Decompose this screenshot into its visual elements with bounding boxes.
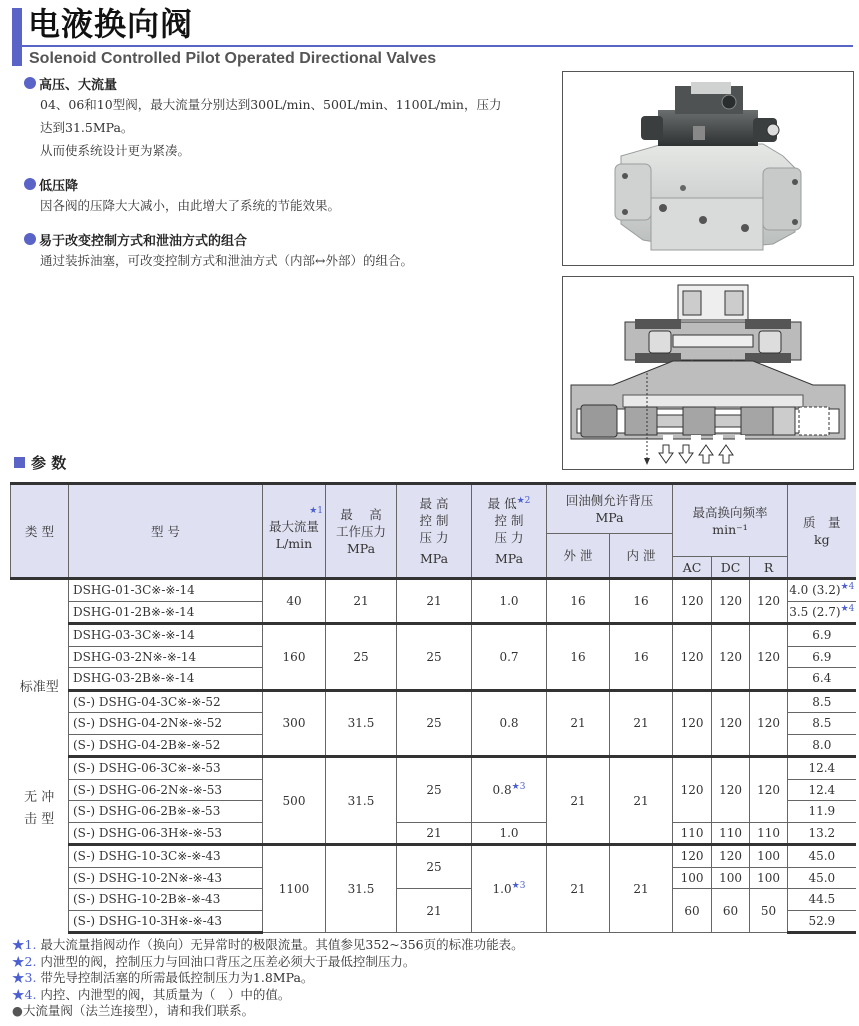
model-cell: DSHG-01-3C※-※-14 <box>69 579 263 602</box>
header-r: R <box>750 557 788 579</box>
model-cell: DSHG-01-2B※-※-14 <box>69 601 263 624</box>
ac-cell: 120 <box>673 845 712 868</box>
footnote-text: 带先导控制活塞的所需最低控制压力为1.8MPa。 <box>36 970 314 985</box>
table-row <box>11 845 856 868</box>
header-max-ctrl-pressure <box>397 484 472 579</box>
mass-cell: 12.4 <box>788 757 856 780</box>
model-cell: (S-) DSHG-10-2N※-※-43 <box>69 867 263 889</box>
header-text: 最 高 <box>419 496 449 511</box>
mass-cell <box>788 601 856 624</box>
min-ctrl-pressure-cell: 0.7 <box>472 624 547 691</box>
model-cell: (S-) DSHG-10-3H※-※-43 <box>69 910 263 933</box>
header-unit: MPa <box>595 510 624 525</box>
bullet-dot-icon <box>24 178 36 190</box>
min-ctrl-pressure-cell: 0.8 <box>472 690 547 757</box>
footnote-2 <box>12 954 524 971</box>
feature-text: 因各阀的压降大大减小，由此增大了系统的节能效果。 <box>40 198 341 213</box>
min-ctrl-pressure-cell <box>472 845 547 933</box>
title-divider <box>22 45 853 47</box>
footnote-star: ★2 <box>516 495 531 506</box>
mass-value: 4.0 (3.2) <box>789 583 841 598</box>
feature-list <box>24 73 554 284</box>
valve-cross-section-diagram <box>562 276 854 470</box>
feature-easy-change <box>24 229 554 272</box>
feature-text: 通过装拆油塞，可改变控制方式和泄油方式（内部↔外部）的组合。 <box>40 253 413 268</box>
header-model: 型 号 <box>69 484 263 579</box>
mass-cell: 8.5 <box>788 690 856 713</box>
footnote-4 <box>12 987 524 1004</box>
mass-cell: 6.9 <box>788 646 856 668</box>
r-cell: 120 <box>750 757 788 823</box>
table-row <box>11 690 856 713</box>
header-mass <box>788 484 856 579</box>
max-work-pressure-cell: 21 <box>326 579 397 624</box>
footnote-text: 内泄型的阀，控制压力与回油口背压之压差必须大于最低控制压力。 <box>36 953 416 969</box>
title-accent-bar <box>12 8 22 66</box>
header-ac: AC <box>673 557 712 579</box>
max-flow-cell: 40 <box>263 579 326 624</box>
header-unit: MPa <box>346 540 376 556</box>
max-ctrl-pressure-cell: 21 <box>397 889 472 933</box>
table-row <box>11 889 856 911</box>
max-ctrl-pressure-cell: 21 <box>397 822 472 845</box>
type-standard: 标准型 <box>11 579 69 757</box>
bullet-dot-icon <box>24 233 36 245</box>
parameter-table <box>10 482 856 934</box>
header-text: 最 高 <box>340 506 382 522</box>
int-drain-cell: 21 <box>610 757 673 845</box>
int-drain-cell: 16 <box>610 624 673 691</box>
r-cell: 100 <box>750 867 788 889</box>
mass-cell: 8.5 <box>788 713 856 735</box>
footnote-5 <box>12 1003 524 1020</box>
cell-value: 0.8 <box>492 782 512 797</box>
header-type: 类 型 <box>11 484 69 579</box>
header-unit: L/min <box>275 536 313 551</box>
int-drain-cell: 16 <box>610 579 673 624</box>
max-work-pressure-cell: 31.5 <box>326 757 397 845</box>
feature-heading: 易于改变控制方式和泄油方式的组合 <box>39 233 248 249</box>
header-unit: min⁻¹ <box>712 521 748 537</box>
ac-cell: 120 <box>673 757 712 823</box>
dc-cell: 120 <box>712 690 750 757</box>
mass-cell: 44.5 <box>788 889 856 911</box>
model-cell: DSHG-03-2B※-※-14 <box>69 668 263 691</box>
mass-cell: 12.4 <box>788 779 856 801</box>
mass-cell: 8.0 <box>788 734 856 757</box>
feature-high-pressure <box>24 73 554 162</box>
feature-text: 达到31.5MPa。 <box>40 120 134 135</box>
footnote-mark: ★4. <box>12 986 37 1002</box>
feature-text: 从而使系统设计更为紧凑。 <box>40 143 191 158</box>
mass-cell <box>788 579 856 602</box>
max-ctrl-pressure-cell: 25 <box>397 845 472 889</box>
r-cell: 120 <box>750 690 788 757</box>
dc-cell: 120 <box>712 624 750 691</box>
mass-cell: 13.2 <box>788 822 856 845</box>
model-cell: DSHG-03-2N※-※-14 <box>69 646 263 668</box>
ac-cell: 120 <box>673 690 712 757</box>
header-dc: DC <box>712 557 750 579</box>
header-unit: kg <box>814 532 830 547</box>
dc-cell: 120 <box>712 757 750 823</box>
header-max-flow <box>263 484 326 579</box>
feature-low-pressure-drop <box>24 174 554 217</box>
section-title: 参 数 <box>31 454 67 472</box>
max-flow-cell: 300 <box>263 690 326 757</box>
footnote-star: ★3 <box>511 881 526 891</box>
max-ctrl-pressure-cell: 21 <box>397 579 472 624</box>
int-drain-cell: 21 <box>610 690 673 757</box>
model-cell: (S-) DSHG-06-2B※-※-53 <box>69 801 263 823</box>
max-work-pressure-cell: 31.5 <box>326 845 397 933</box>
ac-cell: 110 <box>673 822 712 845</box>
header-text: 压 力 <box>419 530 449 545</box>
footnote-mark: ★1. <box>12 937 37 952</box>
mass-value: 3.5 (2.7) <box>789 604 841 619</box>
ext-drain-cell: 16 <box>547 579 610 624</box>
model-cell: (S-) DSHG-06-3H※-※-53 <box>69 822 263 845</box>
header-text: 最大流量 <box>268 519 319 534</box>
type-shockless <box>11 757 69 933</box>
header-unit: MPa <box>494 551 524 566</box>
max-work-pressure-cell: 25 <box>326 624 397 691</box>
footnote-3 <box>12 970 524 987</box>
table-row <box>11 579 856 602</box>
table-row <box>11 757 856 780</box>
max-work-pressure-cell: 31.5 <box>326 690 397 757</box>
footnote-mark: ★2. <box>12 953 37 969</box>
header-text: 最 低 <box>487 496 517 511</box>
dc-cell: 110 <box>712 822 750 845</box>
header-max-frequency <box>673 484 788 557</box>
header-unit: MPa <box>419 551 449 566</box>
footnote-mark: ★3. <box>12 970 37 985</box>
min-ctrl-pressure-cell <box>472 757 547 823</box>
model-cell: (S-) DSHG-06-3C※-※-53 <box>69 757 263 780</box>
footnote-1 <box>12 937 524 954</box>
type-text: 击 型 <box>24 811 55 827</box>
mass-cell: 45.0 <box>788 845 856 868</box>
header-text: 工作压力 <box>335 523 386 539</box>
model-cell: (S-) DSHG-10-2B※-※-43 <box>69 889 263 911</box>
header-text: 回油侧允许背压 <box>565 493 654 508</box>
ext-drain-cell: 16 <box>547 624 610 691</box>
mass-cell: 6.9 <box>788 624 856 647</box>
model-cell: (S-) DSHG-04-2B※-※-52 <box>69 734 263 757</box>
header-min-ctrl-pressure <box>472 484 547 579</box>
dc-cell: 120 <box>712 845 750 868</box>
header-external-drain: 外 泄 <box>547 534 610 579</box>
ext-drain-cell: 21 <box>547 757 610 845</box>
page-subtitle: Solenoid Controlled Pilot Operated Directional Valves <box>29 50 437 67</box>
header-text: 最高换向频率 <box>692 504 768 520</box>
r-cell: 50 <box>750 889 788 933</box>
max-ctrl-pressure-cell: 25 <box>397 757 472 823</box>
footnote-star: ★3 <box>511 781 526 792</box>
header-text: 质 量 <box>803 515 841 530</box>
ac-cell: 100 <box>673 867 712 889</box>
model-cell: DSHG-03-3C※-※-14 <box>69 624 263 647</box>
header-text: 压 力 <box>494 530 524 545</box>
footnote-text: 内控、内泄型的阀，其质量为（ ）中的值。 <box>36 986 291 1002</box>
footnote-star: ★4 <box>840 603 855 614</box>
footnotes <box>12 937 524 1020</box>
mass-cell: 52.9 <box>788 910 856 933</box>
ext-drain-cell: 21 <box>547 690 610 757</box>
header-max-work-pressure <box>326 484 397 579</box>
footnote-text: 大流量阀（法兰连接型），请和我们联系。 <box>22 1003 255 1018</box>
footnote-text: 最大流量指阀动作（换向）无异常时的极限流量。其值参见352~356页的标准功能表。 <box>36 937 524 952</box>
mass-cell: 45.0 <box>788 867 856 889</box>
table-row <box>11 624 856 647</box>
cell-value: 1.0 <box>492 882 512 896</box>
int-drain-cell: 21 <box>610 845 673 933</box>
model-cell: (S-) DSHG-04-3C※-※-52 <box>69 690 263 713</box>
ac-cell: 120 <box>673 579 712 624</box>
r-cell: 120 <box>750 624 788 691</box>
mass-cell: 11.9 <box>788 801 856 823</box>
model-cell: (S-) DSHG-06-2N※-※-53 <box>69 779 263 801</box>
ext-drain-cell: 21 <box>547 845 610 933</box>
max-flow-cell: 500 <box>263 757 326 845</box>
model-cell: (S-) DSHG-10-3C※-※-43 <box>69 845 263 868</box>
feature-text: 04、06和10型阀，最大流量分别达到300L/min、500L/min、1100L/min，压力 <box>40 97 502 112</box>
footnote-star: ★1 <box>309 505 323 516</box>
r-cell: 100 <box>750 845 788 868</box>
footnote-star: ★4 <box>840 582 855 593</box>
feature-heading: 低压降 <box>39 178 79 194</box>
header-text: 控 制 <box>419 513 449 528</box>
r-cell: 110 <box>750 822 788 845</box>
type-text: 无 冲 <box>24 789 55 805</box>
model-cell: (S-) DSHG-04-2N※-※-52 <box>69 713 263 735</box>
dc-cell: 100 <box>712 867 750 889</box>
section-heading-parameters <box>14 452 66 473</box>
max-flow-cell: 160 <box>263 624 326 691</box>
header-back-pressure <box>547 484 673 534</box>
dc-cell: 60 <box>712 889 750 933</box>
valve-product-photo <box>562 71 854 266</box>
square-bullet-icon <box>14 457 25 468</box>
page-title: 电液换向阀 <box>28 5 194 43</box>
max-ctrl-pressure-cell: 25 <box>397 624 472 691</box>
r-cell: 120 <box>750 579 788 624</box>
dc-cell: 120 <box>712 579 750 624</box>
ac-cell: 60 <box>673 889 712 933</box>
feature-heading: 高压、大流量 <box>39 77 118 93</box>
bullet-dot-icon: ● <box>12 1003 23 1018</box>
mass-cell: 6.4 <box>788 668 856 691</box>
bullet-dot-icon <box>24 77 36 89</box>
table-row <box>11 822 856 845</box>
header-internal-drain: 内 泄 <box>610 534 673 579</box>
max-ctrl-pressure-cell: 25 <box>397 690 472 757</box>
header-text: 控 制 <box>494 513 524 528</box>
min-ctrl-pressure-cell: 1.0 <box>472 822 547 845</box>
ac-cell: 120 <box>673 624 712 691</box>
min-ctrl-pressure-cell: 1.0 <box>472 579 547 624</box>
max-flow-cell: 1100 <box>263 845 326 933</box>
